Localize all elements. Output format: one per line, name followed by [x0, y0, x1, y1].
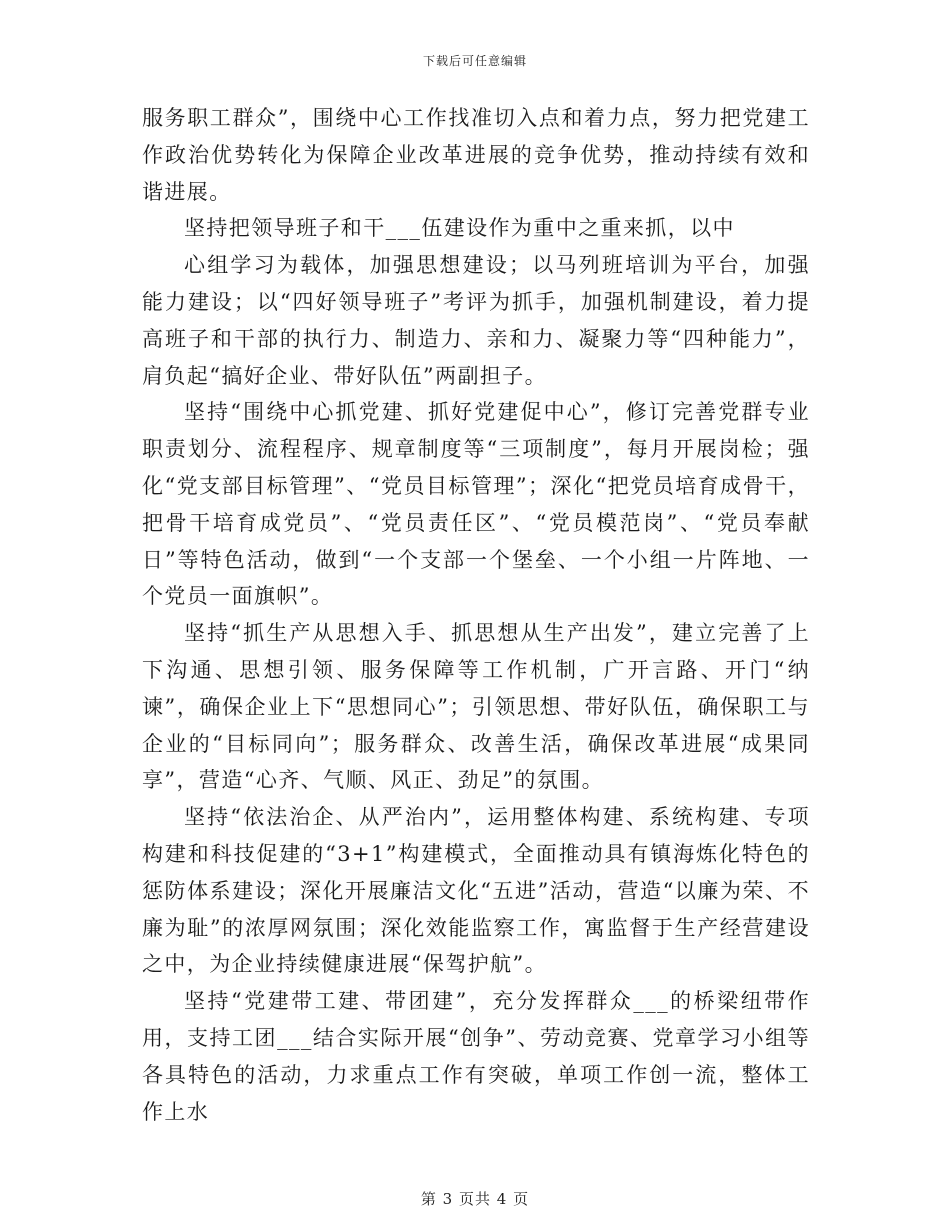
paragraph-7: 坚持“党建带工建、带团建”，充分发挥群众___的桥梁纽带作用，支持工团___结合实际开展“创争”、劳动竞赛、党章学习小组等各具特色的活动，力求重点工作有突破，单项工作创一流，整体工作上水 [142, 989, 810, 1124]
paragraph-2: 坚持把领导班子和干___伍建设作为重中之重来抓，以中 [184, 216, 735, 241]
paragraph-1: 服务职工群众”，围绕中心工作找准切入点和着力点，努力把党建工作政治优势转化为保障企业改革进展的竞争优势，推动持续有效和谐进展。 [142, 106, 810, 204]
paragraph-6: 坚持“依法治企、从严治内”，运用整体构建、系统构建、专项构建和科技促建的“3+1”构建模式，全面推动具有镇海炼化特色的惩防体系建设；深化开展廉洁文化“五进”活动，营造“以廉为荣、不廉为耻”的浓厚网氛围；深化效能监察工作，寓监督于生产经营建设之中，为企业持续健康进展“保驾护航”。 [142, 805, 810, 977]
document-body [142, 100, 810, 1130]
paragraph-5: 坚持“抓生产从思想入手、抓思想从生产出发”，建立完善了上下沟通、思想引领、服务保障等工作机制，广开言路、开门“纳谏”，确保企业上下“思想同心”；引领思想、带好队伍，确保职工与企业的“目标同向”；服务群众、改善生活，确保改革进展“成果同享”，营造“心齐、气顺、风正、劲足”的氛围。 [142, 621, 810, 793]
paragraph-4: 坚持“围绕中心抓党建、抓好党建促中心”，修订完善党群专业职责划分、流程程序、规章制度等“三项制度”，每月开展岗检；强化“党支部目标管理”、“党员目标管理”；深化“把党员培育成骨干，把骨干培育成党员”、“党员责任区”、“党员模范岗”、“党员奉献日”等特色活动，做到“一个支部一个堡垒、一个小组一片阵地、一个党员一面旗帜”。 [142, 400, 810, 609]
page-footer: 第 3 页共 4 页 [420, 1190, 530, 1208]
page-header: 下载后可任意编辑 [422, 54, 527, 68]
paragraph-3: 心组学习为载体，加强思想建设；以马列班培训为平台，加强能力建设；以“四好领导班子”考评为抓手，加强机制建设，着力提高班子和干部的执行力、制造力、亲和力、凝聚力等“四种能力”，肩负起“搞好企业、带好队伍”两副担子。 [142, 253, 810, 388]
